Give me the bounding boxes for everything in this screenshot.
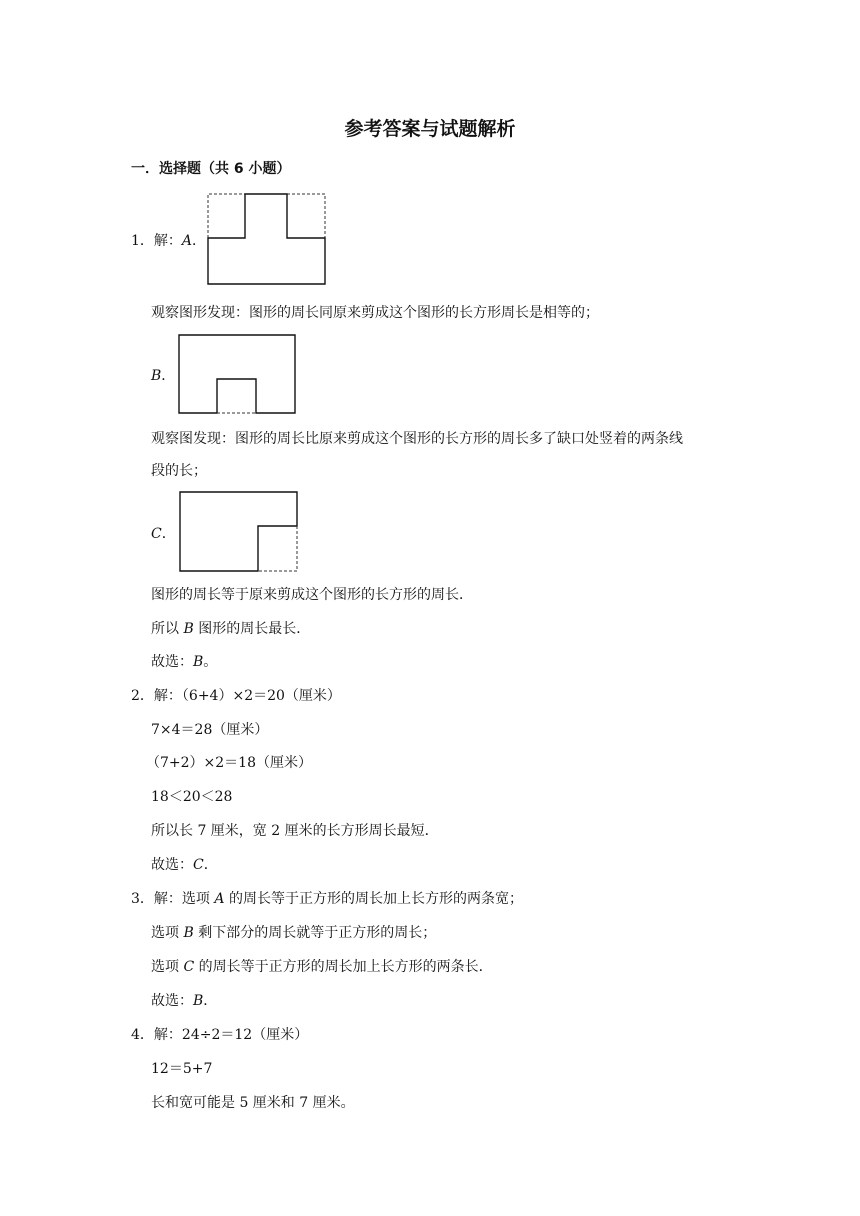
q2-answer	[151, 856, 218, 874]
q2-answer-prefix: 故选：	[151, 857, 193, 873]
q4-line2: 12＝5+7	[151, 1061, 213, 1077]
q1-note-c: 图形的周长等于原来剪成这个图形的长方形的周长．	[151, 587, 473, 603]
q1-conclusion-post: 图形的周长最长．	[193, 621, 311, 637]
q1-option-b-label	[151, 367, 175, 385]
q3-number: 3．	[131, 891, 154, 907]
q1-conclusion	[151, 620, 310, 638]
q2-line1: （6+4）×2＝20（厘米）	[181, 688, 341, 704]
section-heading: 一．选择题（共 6 小题）	[131, 161, 291, 177]
q3-l3-post: 的周长等于正方形的周长加上长方形的两条长．	[194, 959, 493, 975]
q3-l2-option: B	[183, 925, 194, 941]
q3-l1-option: A	[214, 891, 225, 907]
figure-c-dash	[258, 526, 297, 571]
q2-answer-option: C	[193, 857, 204, 873]
q4-first-line	[131, 1026, 308, 1044]
q2-line5: 所以长 7 厘米，宽 2 厘米的长方形周长最短．	[151, 823, 439, 839]
q4-line1: 24÷2＝12（厘米）	[181, 1027, 309, 1043]
q3-line2	[151, 924, 436, 942]
q4-lead: 解：	[153, 1027, 182, 1043]
figure-a-dash-left	[208, 194, 245, 238]
q3-answer-option: B	[193, 993, 204, 1009]
q3-l3-option: C	[183, 959, 195, 975]
q3-l1-post: 的周长等于正方形的周长加上长方形的两条宽；	[224, 891, 523, 907]
figure-c	[178, 491, 300, 573]
q3-lead: 解：	[153, 891, 182, 907]
q2-answer-suffix: ．	[203, 857, 218, 873]
q2-line2: 7×4＝28（厘米）	[151, 722, 269, 738]
q1-option-c-label	[151, 525, 176, 543]
figure-a	[207, 193, 327, 286]
q2-lead: 解：	[153, 688, 182, 704]
q3-answer-suffix: ．	[203, 993, 218, 1009]
figure-a-shape	[208, 194, 325, 284]
figure-b-shape	[179, 335, 295, 413]
q2-first-line	[131, 687, 341, 705]
q1-number	[131, 232, 206, 250]
q1-option-c-sep: ．	[161, 526, 176, 542]
q1-answer-prefix: 故选：	[151, 654, 193, 670]
figure-c-shape	[180, 492, 297, 571]
q2-number: 2．	[131, 688, 154, 704]
q1-answer-option: B	[193, 654, 204, 670]
q1-answer	[151, 653, 217, 671]
q3-l1-pre: 选项	[181, 891, 215, 907]
figure-b	[177, 334, 297, 416]
q3-first-line	[131, 890, 523, 908]
q3-answer	[151, 992, 217, 1010]
q1-conclusion-option: B	[183, 621, 194, 637]
q2-line4: 18＜20＜28	[151, 789, 233, 805]
figure-a-dash-right	[287, 194, 325, 238]
q4-line3: 长和宽可能是 5 厘米和 7 厘米。	[151, 1095, 355, 1111]
q1-number-label: 1．	[131, 233, 154, 249]
q2-line3: （7+2）×2＝18（厘米）	[146, 755, 312, 771]
q1-option-a: A	[181, 233, 193, 249]
q3-answer-prefix: 故选：	[151, 993, 193, 1009]
q1-note-b-line2: 段的长；	[151, 463, 207, 479]
q3-l3-pre: 选项	[151, 959, 184, 975]
q1-option-c: C	[151, 526, 162, 542]
q3-l2-post: 剩下部分的周长就等于正方形的周长；	[193, 925, 437, 941]
q1-answer-suffix: 。	[203, 654, 218, 670]
q1-lead: 解：	[153, 233, 182, 249]
q1-option-b-sep: ．	[161, 368, 176, 384]
q3-l2-pre: 选项	[151, 925, 184, 941]
q4-number: 4．	[131, 1027, 154, 1043]
q1-note-b-line1: 观察图发现：图形的周长比原来剪成这个图形的长方形的周长多了缺口处竖着的两条线	[151, 431, 683, 447]
q1-option-b: B	[151, 368, 162, 384]
q1-option-a-sep: ．	[192, 233, 207, 249]
q1-note-a: 观察图形发现：图形的周长同原来剪成这个图形的长方形周长是相等的；	[151, 305, 599, 321]
page-title: 参考答案与试题解析	[344, 118, 516, 140]
q1-conclusion-pre: 所以	[151, 621, 184, 637]
q3-line3	[151, 958, 493, 976]
figure-a-dashed-corners	[208, 194, 325, 238]
